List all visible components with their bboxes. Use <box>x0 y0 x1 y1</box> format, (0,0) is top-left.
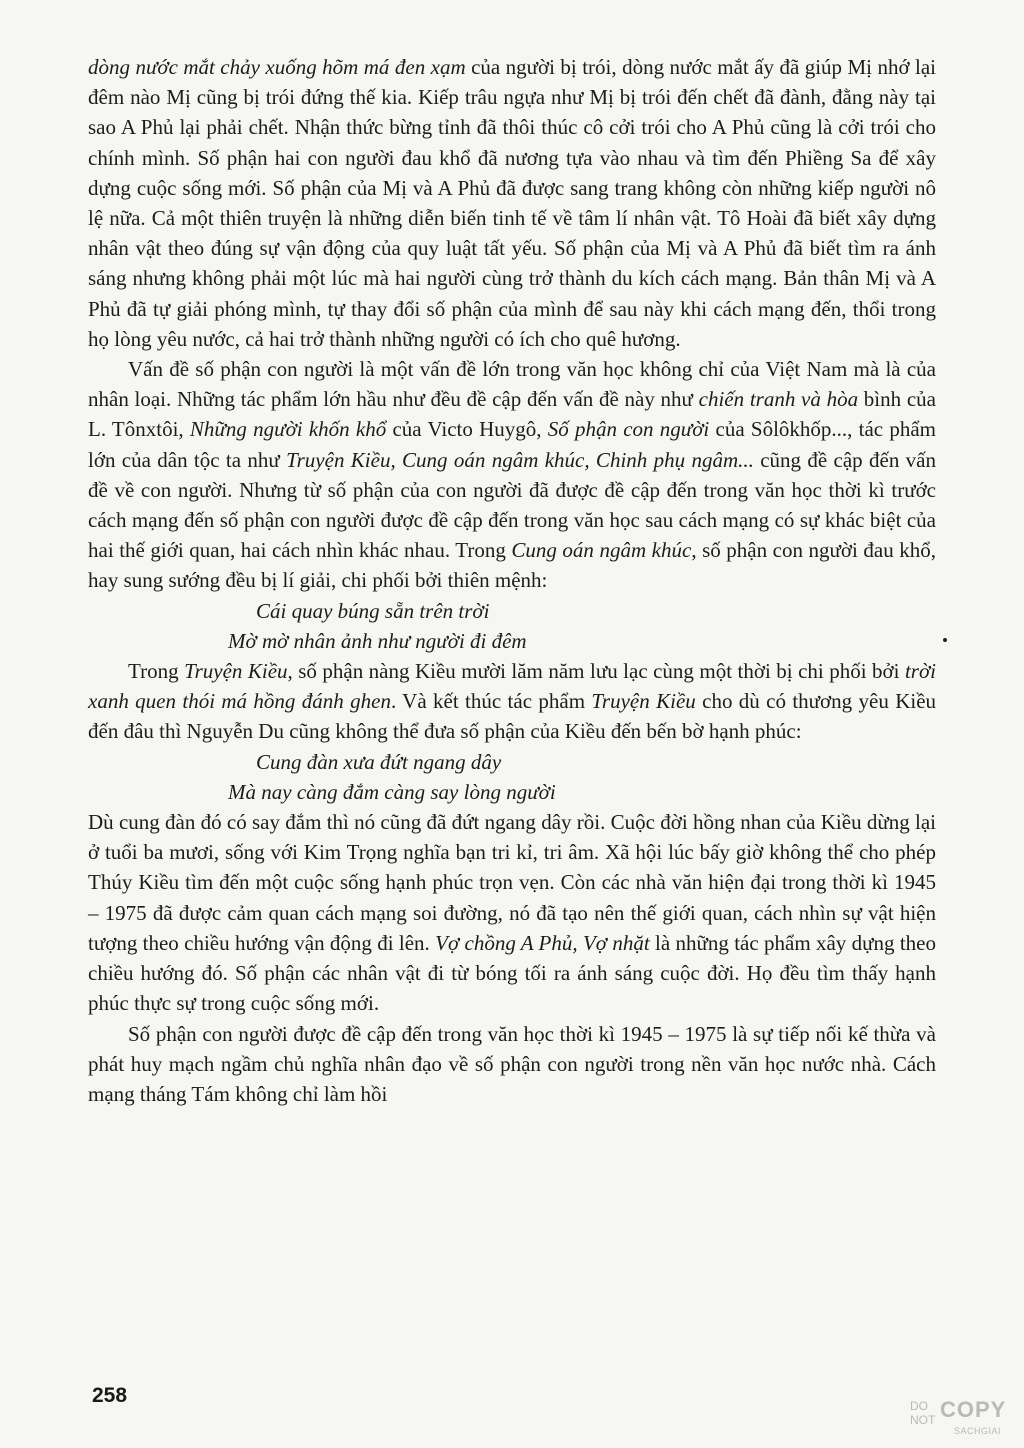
italic-title-run: chiến tranh và hòa <box>698 387 859 412</box>
watermark-text: COPY <box>940 1397 1007 1422</box>
verse-line: Cung đàn xưa đứt ngang dây <box>256 749 502 774</box>
paragraph-3 <box>88 656 936 747</box>
verse-quote-1 <box>88 596 936 656</box>
text-run: của Victo Huygô, <box>386 417 548 442</box>
italic-title-run: Vợ chồng A Phủ, Vợ nhặt <box>435 930 650 955</box>
text-run: Trong <box>128 659 185 684</box>
italic-title-run: Cung oán ngâm khúc <box>511 538 692 563</box>
text-run: Dù cung đàn đó có say đắm thì nó cũng đã đứt ngang dây rồi. Cuộc đời hồng nhan của Kiều dừng lại ở tuổi ba mươi, sống với Kim Trọng nghĩa bạn tri kỉ, tri âm. Xã hội lúc bấy giờ không thể cho phép Thúy Kiều tìm đến một cuộc sống hạnh phúc trọn vẹn. Còn các nhà văn hiện đại trong thời kì 1945 – 1975 đã được cảm quan cách mạng soi đường, nó đã tạo nên thế giới quan, cách nhìn sự vật hiện tượng theo chiều hướng vận động đi lên. <box>88 810 936 955</box>
italic-title-run: Số phận con người <box>547 417 710 442</box>
paragraph-2 <box>88 354 936 596</box>
text-run: Số phận con người được đề cập đến trong văn học thời kì 1945 – 1975 là sự tiếp nối kế thừa và phát huy mạch ngầm chủ nghĩa nhân đạo về số phận con người trong nền văn học nước nhà. Cách mạng tháng Tám không chỉ làm hồi <box>88 1021 936 1106</box>
verse-quote-2 <box>88 747 936 807</box>
text-run: . Và kết thúc tác phẩm <box>390 689 592 714</box>
verse-line: Cái quay búng sẵn trên trời <box>256 598 490 623</box>
verse-line: Mờ mờ nhân ảnh như người đi đêm <box>228 628 527 653</box>
text-run: của Sôlôkhốp..., tác phẩm lớn của dân tộc ta như <box>88 417 937 472</box>
text-run: của người bị trói, dòng nước mắt ấy đã giúp Mị nhớ lại đêm nào Mị cũng bị trói đứng thế kia. Kiếp trâu ngựa như Mị bị trói đến chết đã đành, đằng này tại sao A Phủ lại phải chết. Nhận thức bừng tỉnh đã thôi thúc cô cởi trói cho A Phủ cũng là cởi trói cho chính mình. Số phận hai con người đau khổ đã nương tựa vào nhau và tìm đến Phiềng Sa để xây dựng cuộc sống mới. Số phận của Mị và A Phủ đã được sang trang không còn những kiếp người nô lệ nữa. Cả một thiên truyện là những diễn biến tinh tế về tâm lí nhân vật. Tô Hoài đã biết xây dựng nhân vật theo đúng sự vận động của quy luật tất yếu. Số phận của Mị và A Phủ đã biết tìm ra ánh sáng nhưng không phải một lúc mà hai người cùng trở thành du kích cách mạng. Bản thân Mị và A Phủ đã tự giải phóng mình, tự thay đổi số phận của mình để sau này khi cách mạng đến, thổi trong họ lòng yêu nước, cả hai trở thành những người có ích cho quê hương. <box>88 55 936 351</box>
text-run: cũng đề cập đến vấn đề về con người. Nhưng từ số phận của con người đã được đề cập đến trong văn học thời kì trước cách mạng đến số phận con người được đề cập đến trong văn học sau cách mạng có sự khác biệt của hai thế giới quan, hai cách nhìn khác nhau. Trong <box>88 447 936 563</box>
watermark-text: DO <box>910 1399 928 1413</box>
paragraph-1 <box>88 52 936 354</box>
text-run: , số phận con người đau khổ, hay sung sướng đều bị lí giải, chi phối bởi thiên mệnh: <box>88 538 936 593</box>
italic-title-run: dòng nước mắt chảy xuống hõm má đen xạm <box>88 55 466 79</box>
italic-title-run: Truyện Kiều, Cung oán ngâm khúc, Chinh phụ ngâm... <box>286 447 754 472</box>
watermark-text: NOT <box>910 1413 936 1427</box>
watermark-logo <box>906 1398 1018 1444</box>
text-run: bình của L. Tônxtôi, <box>88 387 936 442</box>
watermark-text: SACHGIAI <box>954 1426 1002 1436</box>
paragraph-4 <box>88 807 936 1018</box>
text-run: , số phận nàng Kiều mười lăm năm lưu lạc cùng một thời bị chi phối bởi <box>287 659 905 684</box>
text-run: cho dù có thương yêu Kiều đến đâu thì Nguyễn Du cũng không thể đưa số phận của Kiều đến bến bờ hạnh phúc: <box>88 689 937 744</box>
verse-line: Mà nay càng đắm càng say lòng người <box>228 779 556 804</box>
text-run: Vấn đề số phận con người là một vấn đề lớn trong văn học không chỉ của Việt Nam mà là của nhân loại. Những tác phẩm lớn hầu như đều đề cập đến vấn đề này như <box>88 357 936 412</box>
italic-title-run: Truyện Kiều <box>184 659 288 684</box>
text-run: là những tác phẩm xây dựng theo chiều hướng đó. Số phận các nhân vật đi từ bóng tối ra ánh sáng cuộc đời. Họ đều tìm thấy hạnh phúc thực sự trong cuộc sống mới. <box>88 930 937 1016</box>
paragraph-5 <box>88 1019 936 1110</box>
italic-title-run: trời xanh quen thói má hồng đánh ghen <box>88 659 936 714</box>
italic-title-run: Những người khốn khổ <box>189 417 387 442</box>
page-number: 258 <box>92 1384 128 1407</box>
stray-dot-mark <box>943 638 947 642</box>
page-body <box>88 52 936 1109</box>
italic-title-run: Truyện Kiều <box>591 689 696 714</box>
